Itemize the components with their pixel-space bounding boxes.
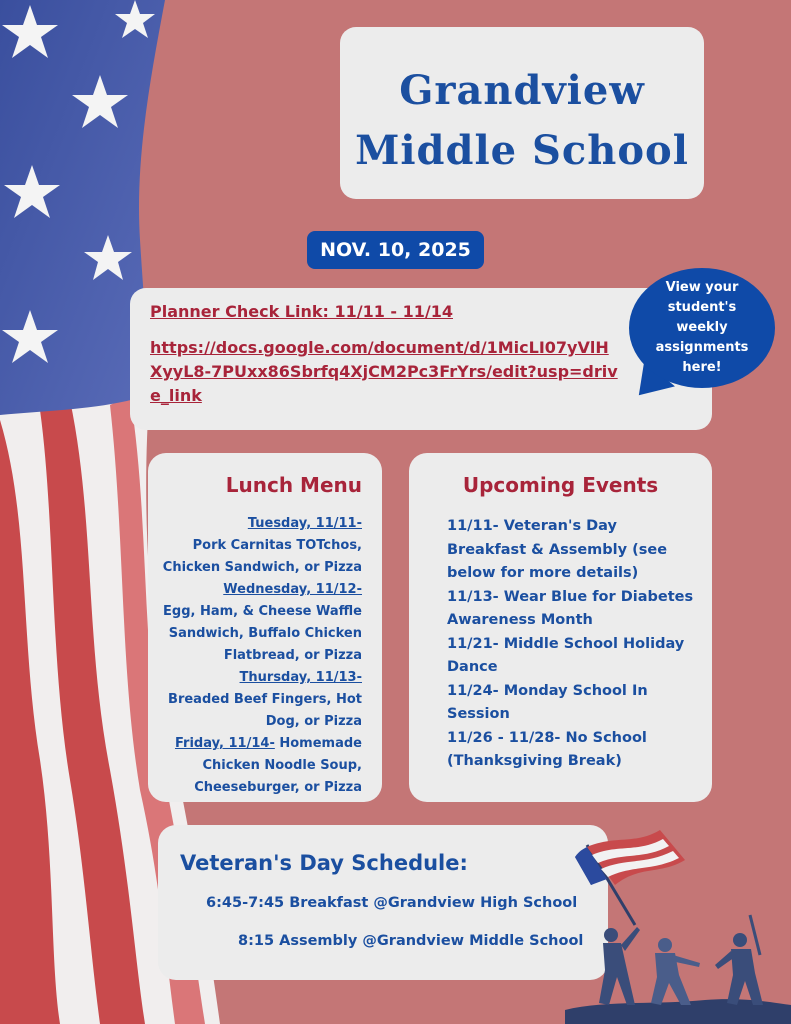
event-item: 11/11- Veteran's Day Breakfast & Assembly (see below for more details) — [447, 518, 668, 581]
veterans-day-card — [158, 825, 608, 980]
lunch-menu-item: Pork Carnitas TOTchos, Chicken Sandwich, or Pizza — [162, 538, 362, 575]
school-name-line2: Middle School — [355, 127, 689, 174]
lunch-day-label: Tuesday, 11/11- — [247, 516, 362, 531]
event-item: 11/13- Wear Blue for Diabetes Awareness Month — [447, 588, 694, 628]
lunch-day — [142, 513, 362, 535]
planner-link[interactable]: https://docs.google.com/document/d/1MicLI07yVlHXyyL8-7PUxx86Sbrfq4XjCM2Pc3FrYrs/edit?usp=drive_link — [150, 338, 618, 405]
event-item: 11/26 - 11/28- No School (Thanksgiving Break) — [447, 729, 647, 769]
lunch-menu-item: Egg, Ham, & Cheese Waffle Sandwich, Buffalo Chicken Flatbread, or Pizza — [163, 604, 362, 663]
date-badge: NOV. 10, 2025 — [307, 231, 484, 269]
lunch-menu-item: Homemade Chicken Noodle Soup, Cheeseburger, or Pizza — [194, 736, 362, 795]
lunch-day — [142, 667, 362, 689]
lunch-menu-list — [142, 513, 362, 799]
upcoming-events-title: Upcoming Events — [462, 473, 659, 497]
soldiers-flag-silhouette — [565, 805, 791, 1024]
lunch-menu-title: Lunch Menu — [225, 473, 362, 497]
lunch-day-label: Friday, 11/14- — [174, 736, 275, 751]
flag-icon — [575, 830, 685, 885]
lunch-menu-item: Breaded Beef Fingers, Hot Dog, or Pizza — [168, 692, 362, 729]
lunch-menu-card — [148, 453, 382, 802]
speech-bubble — [629, 268, 775, 388]
school-name-line1: Grandview — [399, 67, 645, 114]
veterans-day-title: Veteran's Day Schedule: — [180, 851, 468, 875]
event-item: 11/24- Monday School In Session — [447, 682, 648, 722]
speech-bubble-text: View your student's weekly assignments here! — [655, 280, 749, 375]
upcoming-events-card — [409, 453, 712, 802]
lunch-day-label: Wednesday, 11/12- — [223, 582, 362, 597]
lunch-day — [142, 733, 362, 799]
lunch-day — [142, 579, 362, 601]
lunch-day-label: Thursday, 11/13- — [239, 670, 362, 685]
assembly-schedule: 8:15 Assembly @Grandview Middle School — [238, 933, 584, 949]
title-card — [340, 27, 704, 199]
event-item: 11/21- Middle School Holiday Dance — [447, 635, 685, 675]
planner-card — [130, 288, 712, 430]
events-list — [447, 515, 697, 774]
planner-check-title: Planner Check Link: 11/11 - 11/14 — [150, 302, 453, 321]
breakfast-schedule: 6:45-7:45 Breakfast @Grandview High School — [206, 895, 578, 911]
